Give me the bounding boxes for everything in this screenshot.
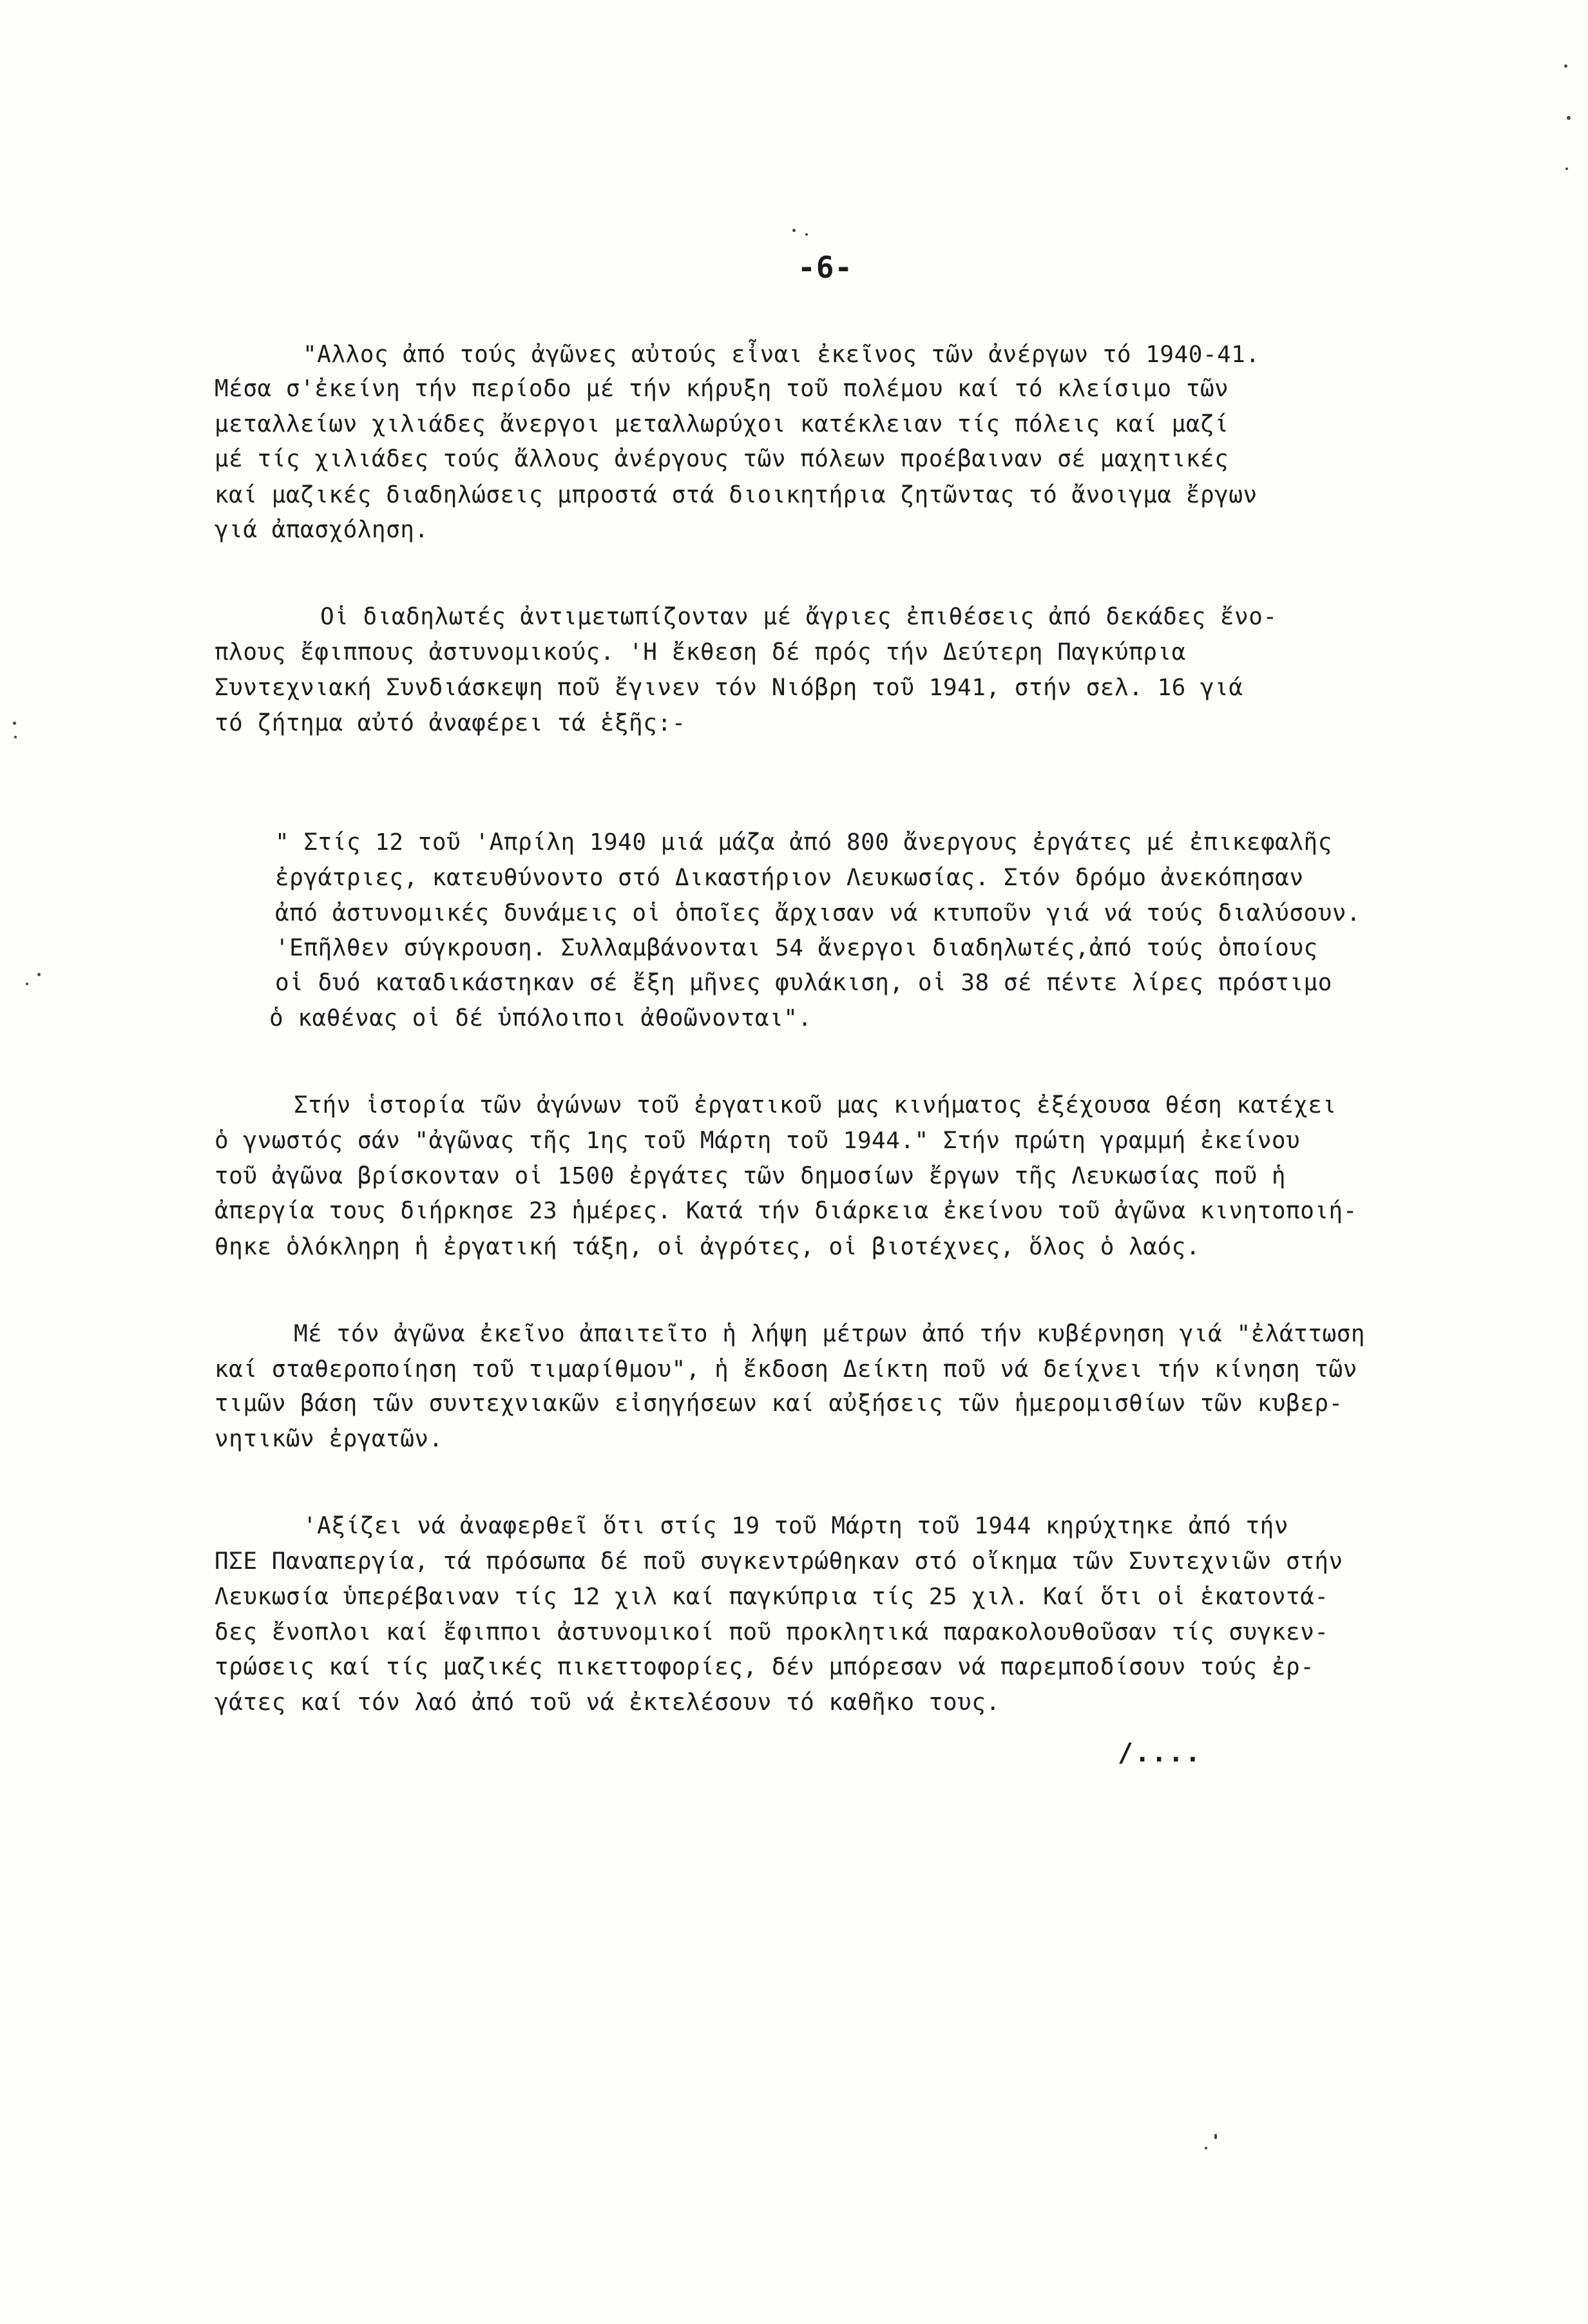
text-line: καί μαζικές διαδηλώσεις μπροστά στά διοικητήρια ζητῶντας τό ἄνοιγμα ἔργων xyxy=(215,482,1258,508)
text-line: " Στίς 12 τοῦ 'Απρίλη 1940 μιά μάζα ἀπό 800 ἄνεργους ἐργάτες μέ ἐπικεφαλῆς xyxy=(275,829,1332,856)
text-line: ὁ γνωστός σάν "ἀγῶνας τῆς 1ης τοῦ Μάρτη τοῦ 1944." Στήν πρώτη γραμμή ἐκείνου xyxy=(215,1128,1301,1154)
text-line: γιά ἀπασχόληση. xyxy=(215,517,429,543)
text-line: Μέ τόν ἀγῶνα ἐκεῖνο ἀπαιτεῖτο ἡ λήψη μέτρων ἀπό τήν κυβέρνηση γιά "ἐλάττωση xyxy=(294,1321,1366,1347)
text-line: τοῦ ἀγῶνα βρίσκονταν οἱ 1500 ἐργάτες τῶν δημοσίων ἔργων τῆς Λευκωσίας ποῦ ἡ xyxy=(215,1163,1287,1189)
scan-speck xyxy=(805,233,808,236)
text-line: πλους ἔφιππους ἀστυνομικούς. 'Η ἔκθεση δέ πρός τήν Δεύτερη Παγκύπρια xyxy=(215,639,1186,666)
text-line: ΠΣΕ Παναπεργία, τά πρόσωπα δέ ποῦ συγκεντρώθηκαν στό οἴκημα τῶν Συντεχνιῶν στήν xyxy=(215,1548,1343,1575)
text-line: δες ἔνοπλοι καί ἔφιπποι ἀστυνομικοί ποῦ προκλητικά παρακολουθοῦσαν τίς συγκεν- xyxy=(215,1619,1329,1646)
text-line: νητικῶν ἐργατῶν. xyxy=(215,1426,443,1452)
text-line: 'Επῆλθεν σύγκρουση. Συλλαμβάνονται 54 ἄνεργοι διαδηλωτές,ἀπό τούς ὁποίους xyxy=(275,935,1318,961)
text-line: ὁ καθένας οἱ δέ ὑπόλοιποι ἀθοῶνονται". xyxy=(269,1005,812,1032)
page-number: -6- xyxy=(798,250,854,285)
scan-speck xyxy=(1565,168,1568,170)
text-line: ἐργάτριες, κατευθύνοντο στό Δικαστήριον Λευκωσίας. Στόν δρόμο ἀνεκόπησαν xyxy=(275,865,1304,891)
scan-speck xyxy=(1214,2134,1217,2139)
continuation-mark: /.... xyxy=(1118,1738,1202,1768)
text-line: Μέσα σ'ἐκείνη τήν περίοδο μέ τήν κήρυξη τοῦ πολέμου καί τό κλείσιμο τῶν xyxy=(215,376,1229,402)
scan-speck xyxy=(1567,116,1571,120)
text-line: θηκε ὁλόκληρη ἡ ἐργατική τάξη, οἱ ἀγρότες, οἱ βιοτέχνες, ὅλος ὁ λαός. xyxy=(215,1234,1200,1260)
text-line: γάτες καί τόν λαό ἀπό τοῦ νά ἐκτελέσουν τό καθῆκο τους. xyxy=(215,1689,1000,1716)
text-line: οἱ δυό καταδικάστηκαν σέ ἔξη μῆνες φυλάκιση, οἱ 38 σέ πέντε λίρες πρόστιμο xyxy=(275,970,1332,996)
text-line: 'Αξίζει νά ἀναφερθεῖ ὅτι στίς 19 τοῦ Μάρτη τοῦ 1944 κηρύχτηκε ἀπό τήν xyxy=(303,1513,1288,1539)
scan-speck xyxy=(1205,2147,1207,2149)
scan-speck xyxy=(1564,64,1567,68)
text-line: Στήν ἱστορία τῶν ἀγώνων τοῦ ἐργατικοῦ μας κινήματος ἐξέχουσα θέση κατέχει xyxy=(294,1092,1337,1119)
scan-speck xyxy=(792,229,796,232)
text-line: ἀπό ἀστυνομικές δυνάμεις οἱ ὁποῖες ἄρχισαν νά κτυποῦν γιά νά τούς διαλύσουν. xyxy=(275,900,1361,927)
text-line: τιμῶν βάση τῶν συντεχνιακῶν εἰσηγήσεων καί αὐξήσεις τῶν ἡμερομισθίων τῶν κυβερ- xyxy=(215,1390,1343,1417)
text-line: τρώσεις καί τίς μαζικές πικεττοφορίες, δέν μπόρεσαν νά παρεμποδίσουν τούς ἐρ- xyxy=(215,1654,1315,1680)
text-line: τό ζήτημα αὐτό ἀναφέρει τά ἑξῆς:- xyxy=(215,710,686,736)
text-line: καί σταθεροποίηση τοῦ τιμαρίθμου", ἡ ἔκδοση Δείκτη ποῦ νά δείχνει τήν κίνηση τῶν xyxy=(215,1356,1357,1383)
text-line: ἀπεργία τους διήρκησε 23 ἡμέρες. Κατά τήν διάρκεια ἐκείνου τοῦ ἀγῶνα κινητοποιή- xyxy=(215,1198,1357,1224)
scan-speck xyxy=(14,736,17,738)
scan-speck xyxy=(26,983,28,985)
text-line: Οἱ διαδηλωτές ἀντιμετωπίζονταν μέ ἄγριες ἐπιθέσεις ἀπό δεκάδες ἔνο- xyxy=(320,604,1277,630)
text-line: μεταλλείων χιλιάδες ἄνεργοι μεταλλωρύχοι κατέκλειαν τίς πόλεις καί μαζί xyxy=(215,411,1229,437)
scan-speck xyxy=(37,973,41,976)
scan-speck xyxy=(13,722,16,725)
text-line: μέ τίς χιλιάδες τούς ἄλλους ἀνέργους τῶν πόλεων προέβαιναν σέ μαχητικές xyxy=(215,446,1229,472)
text-line: "Αλλος ἀπό τούς ἀγῶνες αὐτούς εἶναι ἐκεῖνος τῶν ἀνέργων τό 1940-41. xyxy=(303,341,1260,368)
text-line: Συντεχνιακή Συνδιάσκεψη ποῦ ἔγινεν τόν Νιόβρη τοῦ 1941, στήν σελ. 16 γιά xyxy=(215,675,1243,701)
text-line: Λευκωσία ὑπερέβαιναν τίς 12 χιλ καί παγκύπρια τίς 25 χιλ. Καί ὅτι οἱ ἑκατοντά- xyxy=(215,1584,1329,1610)
